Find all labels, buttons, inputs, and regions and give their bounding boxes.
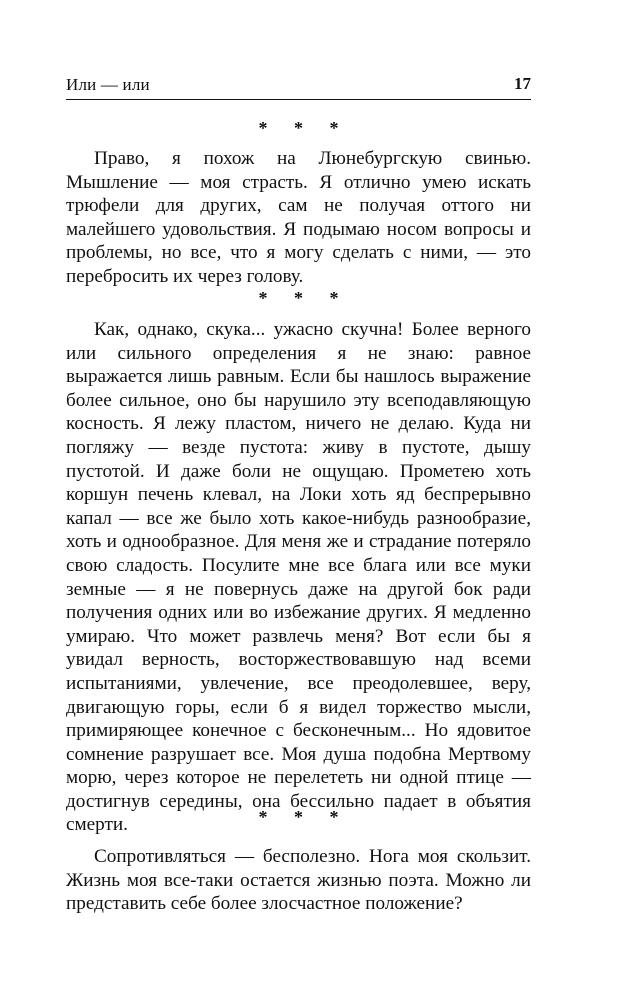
paragraph: Право, я похож на Люнебургскую свинью. Мышление — моя страсть. Я отлично умею искать трюфели для других, сам не получая оттого ни малейшего удовольствия. Я подымаю носом вопросы и проблемы, но все, что я могу сделать с ними, — это перебросить их через голову. [66,148,531,287]
section-separator: * * * [258,807,350,827]
section-separator: * * * [258,118,350,138]
book-page [66,0,531,1000]
running-head [66,73,531,100]
running-title: Или — или [66,75,150,94]
paragraph: Сопротивляться — бесполезно. Нога моя скользит. Жизнь моя все-таки остается жизнью поэта. Можно ли представить себе более злосчастное положение? [66,846,531,915]
section-separator: * * * [258,288,350,308]
page-number: 17 [514,74,531,93]
paragraph: Как, однако, скука... ужасно скучна! Более верного или сильного определения я не знаю: равное выражается лишь равным. Если бы нашлось выражение более сильное, оно бы нарушило эту всеподавляющую косность. Я лежу пластом, ничего не делаю. Куда ни погляжу — везде пустота: живу в пустоте, дышу пустотой. И даже боли не ощущаю. Прометею хоть коршун печень клевал, на Локи хоть яд беспрерывно капал — все же было хоть какое-нибудь разнообразие, хоть и однообразное. Для меня же и страдание потеряло свою сладость. Посулите мне все блага или все муки земные — я не повернусь даже на другой бок ради получения одних или во избежание других. Я медленно умираю. Что может развлечь меня? Вот если бы я увидал верность, восторжествовавшую над всеми испытаниями, увлечение, все преодолевшее, веру, двигающую горы, если б я видел торжество мысли, примиряющее конечное с бесконечным... Но ядовитое сомнение разрушает все. Моя душа подобна Мертвому морю, через которое не перелететь ни одной птице — достигнув середины, она бессильно падает в объятия смерти. [66,319,531,836]
